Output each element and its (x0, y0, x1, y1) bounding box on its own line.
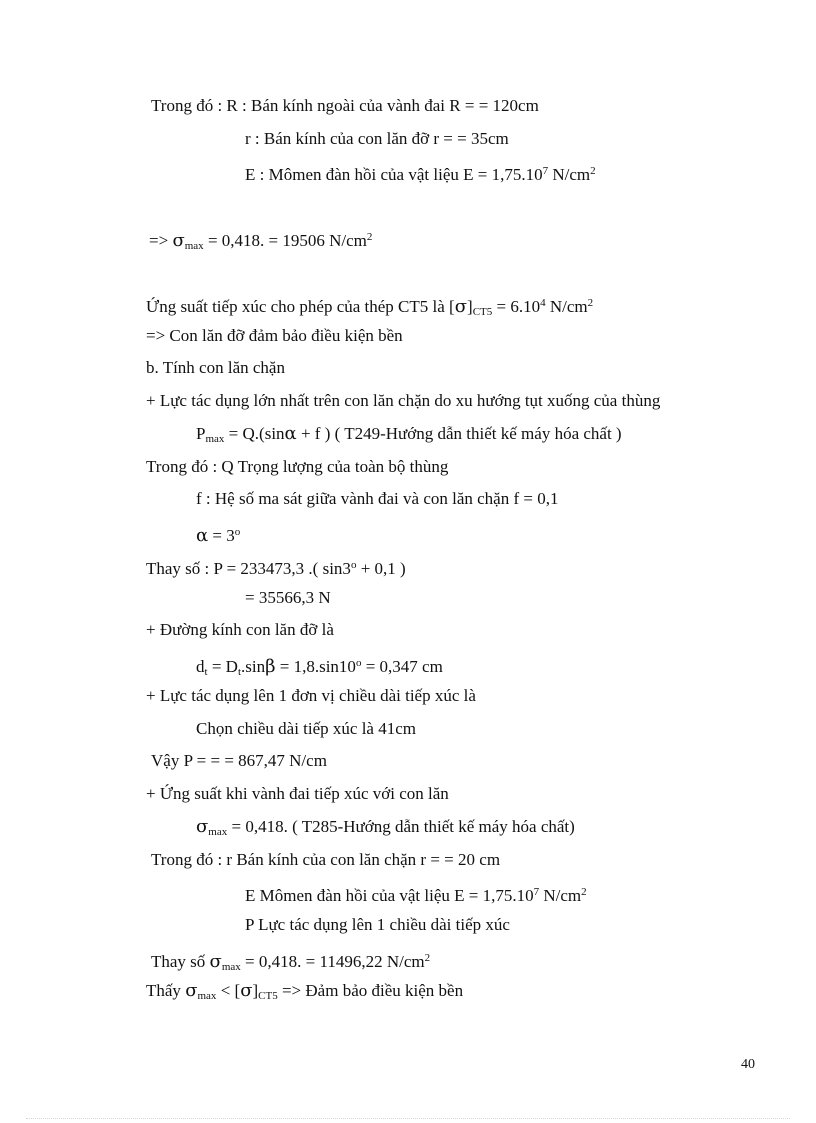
formula-line: => $\sigma_{max} = 0,418$. = 19506 $N/cm^2$ (149, 230, 373, 252)
text-line: + Đường kính con lăn đỡ là (146, 620, 334, 639)
text-line: P Lực tác dụng lên 1 chiều dài tiếp xúc (245, 915, 510, 934)
page-number: 40 (741, 1057, 755, 1072)
text-line: r : Bán kính của con lăn đỡ r = = 35cm (245, 129, 509, 148)
text-line: E Mômen đàn hồi của vật liệu $E = 1,75.10^7$ $N/cm^2$ (245, 886, 587, 905)
text-line: = 35566,3 N (245, 588, 331, 607)
text-line: Trong đó : R : Bán kính ngoài của vành đai R = = 120cm (151, 96, 539, 115)
formula-line: Vậy P = = = 867,47 N/cm (151, 751, 327, 770)
text-line: + Lực tác dụng lớn nhất trên con lăn chặn do xu hướng tụt xuống của thùng (146, 391, 661, 410)
section-heading: b. Tính con lăn chặn (146, 358, 285, 377)
text-line: => Con lăn đỡ đảm bảo điều kiện bền (146, 326, 403, 345)
formula-line: $d_t = D_t.\sin\beta = 1,8.\sin 10^o = 0,347$ cm (196, 656, 443, 678)
formula-line: Thay số $\sigma_{max} = 0,418$. = 11496,22 $N/cm^2$ (151, 951, 431, 973)
text-line: f : Hệ số ma sát giữa vành đai và con lăn chặn f = 0,1 (196, 489, 559, 508)
text-line: Ứng suất tiếp xúc cho phép của thép CT5 là $[\sigma]_{CT5} = 6.10^4$ $N/cm^2$ (146, 296, 594, 318)
page-bottom-divider (26, 1118, 790, 1119)
text-line: Trong đó : Q Trọng lượng của toàn bộ thùng (146, 457, 449, 476)
formula-line: $\alpha = 3^o$ (196, 525, 241, 546)
text-line: + Ứng suất khi vành đai tiếp xúc với con lăn (146, 784, 449, 803)
formula-line: $\sigma_{max} = 0,418$. ( T285-Hướng dẫn thiết kế máy hóa chất) (196, 816, 575, 838)
text-line: Trong đó : r Bán kính của con lăn chặn r = = 20 cm (151, 850, 501, 869)
formula-line: $P_{max} = Q.(\sin\alpha + f$ ) ( T249-Hướng dẫn thiết kế máy hóa chất ) (196, 423, 622, 445)
formula-line: Thay số : P = 233473,3 .( $\sin 3^o + 0,1$ ) (146, 559, 406, 578)
text-line: E : Mômen đàn hồi của vật liệu $E = 1,75.10^7$ $N/cm^2$ (245, 165, 596, 184)
formula-line: Thấy $\sigma_{max} < [\sigma]_{CT5}$ => Đảm bảo điều kiện bền (146, 980, 464, 1002)
text-line: + Lực tác dụng lên 1 đơn vị chiều dài tiếp xúc là (146, 686, 476, 705)
text-line: Chọn chiều dài tiếp xúc là 41cm (196, 719, 416, 738)
